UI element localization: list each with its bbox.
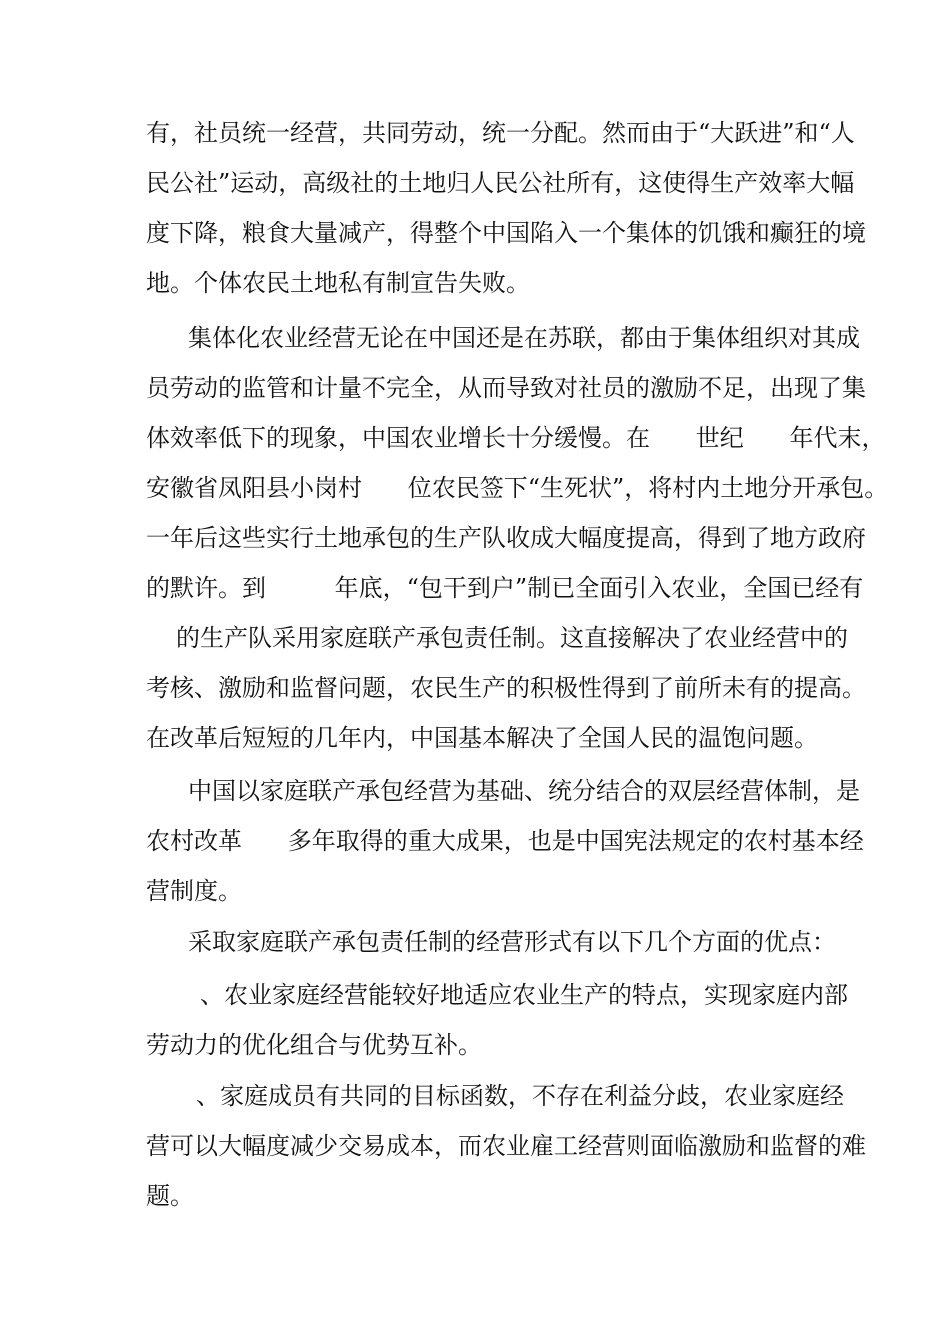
text-line: 的生产队采用家庭联产承包责任制。这直接解决了农业经营中的	[176, 624, 848, 652]
text-line: 、农业家庭经营能较好地适应农业生产的特点，实现家庭内部	[200, 981, 848, 1009]
text-line: 员劳动的监管和计量不完全，从而导致对社员的激励不足，出现了集	[146, 374, 866, 402]
text-line: 劳动力的优化组合与优势互补。	[146, 1031, 482, 1059]
text-line: 度下降，粮食大量减产，得整个中国陷入一个集体的饥饿和癫狂的境	[146, 219, 866, 247]
text-line: 体效率低下的现象，中国农业增长十分缓慢。在 世纪 年代末，	[146, 424, 886, 452]
text-line: 地。个体农民土地私有制宣告失败。	[146, 269, 530, 297]
text-line: 民公社”运动，高级社的土地归人民公社所有，这使得生产效率大幅	[146, 169, 855, 197]
text-line: 有，社员统一经营，共同劳动，统一分配。然而由于“大跃进”和“人	[146, 119, 855, 147]
text-line: 安徽省凤阳县小岗村 位农民签下“生死状”，将村内土地分开承包。	[146, 474, 889, 502]
text-line: 的默许。到 年底，“包干到户”制已全面引入农业，全国已经有	[146, 574, 864, 602]
text-line: 中国以家庭联产承包经营为基础、统分结合的双层经营体制，是	[188, 777, 860, 805]
text-line: 采取家庭联产承包责任制的经营形式有以下几个方面的优点：	[188, 928, 836, 956]
text-line: 、家庭成员有共同的目标函数，不存在利益分歧，农业家庭经	[196, 1082, 844, 1110]
text-line: 营制度。	[146, 877, 242, 905]
text-line: 农村改革 多年取得的重大成果，也是中国宪法规定的农村基本经	[146, 827, 864, 855]
text-line: 题。	[146, 1182, 194, 1210]
text-line: 营可以大幅度减少交易成本，而农业雇工经营则面临激励和监督的难	[146, 1132, 866, 1160]
text-line: 集体化农业经营无论在中国还是在苏联，都由于集体组织对其成	[188, 324, 860, 352]
text-line: 在改革后短短的几年内，中国基本解决了全国人民的温饱问题。	[146, 724, 818, 752]
text-line: 一年后这些实行土地承包的生产队收成大幅度提高，得到了地方政府	[146, 524, 866, 552]
text-line: 考核、激励和监督问题，农民生产的积极性得到了前所未有的提高。	[146, 674, 866, 702]
